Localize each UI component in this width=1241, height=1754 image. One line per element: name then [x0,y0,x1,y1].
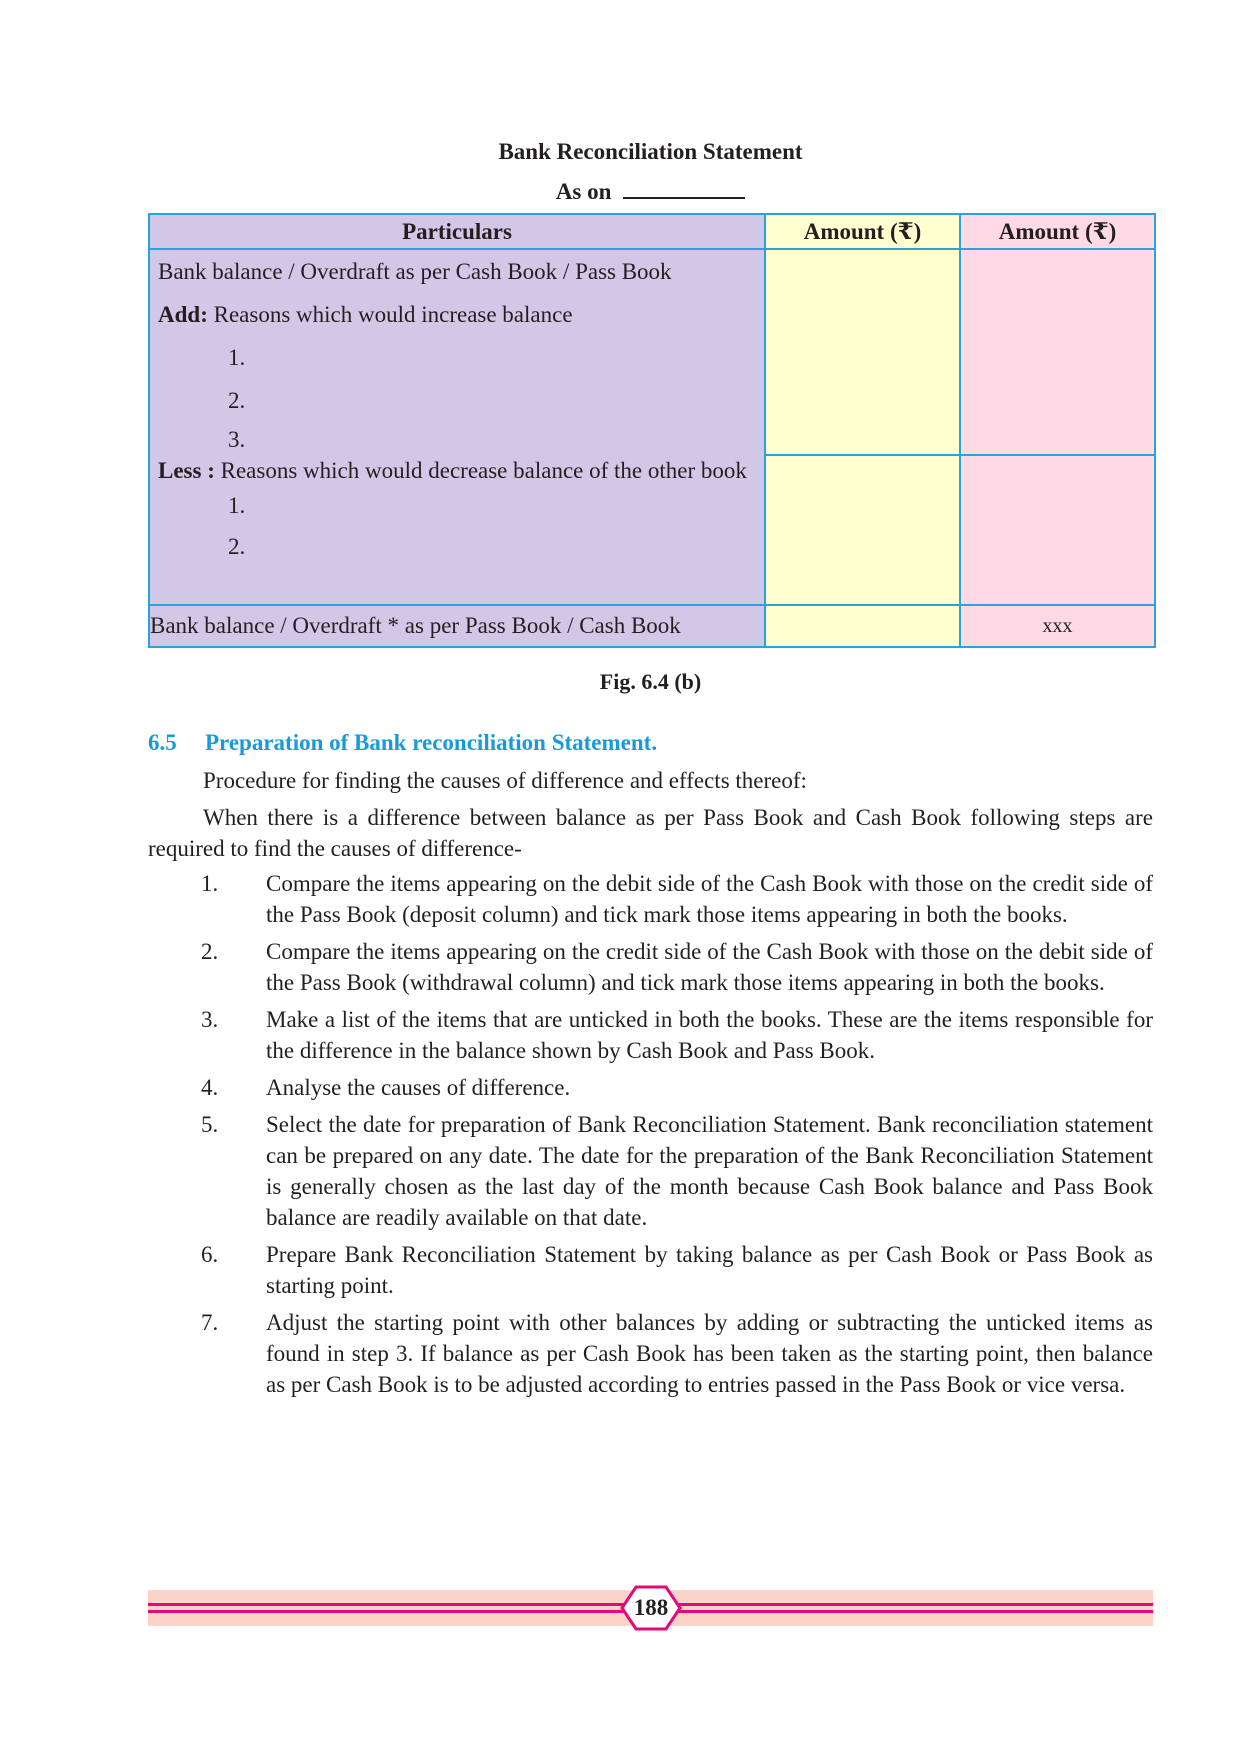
page-number-badge [618,1583,684,1633]
add-amount-cell-2 [960,249,1155,455]
page-number: 188 [633,1595,669,1620]
step-number: 2. [201,939,219,964]
reconciliation-table [148,213,1156,648]
add-amount-cell-1 [765,249,960,455]
less-item-1: 1. [228,493,246,518]
step-number: 7. [201,1310,219,1335]
closing-amount-value: xxx [960,605,1155,647]
list-item [148,1109,1153,1233]
header-amount-2: Amount (₹) [960,214,1155,249]
add-item-1: 1. [228,345,246,370]
step-text: Prepare Bank Reconciliation Statement by taking balance as per Cash Book or Pass Book as starting point. [266,1242,1153,1298]
statement-date-line [148,177,1153,205]
statement-title: Bank Reconciliation Statement [498,139,803,164]
page [148,0,1153,1754]
closing-balance-text: Bank balance / Overdraft * as per Pass Book / Cash Book [149,605,765,647]
add-line [158,295,756,338]
list-item [148,1004,1153,1066]
table-header-row [149,214,1155,249]
page-footer [148,1590,1153,1626]
table-row-closing [149,605,1155,647]
table-row-add [149,249,1155,455]
list-item [148,936,1153,998]
as-on-label: As on [555,179,612,204]
step-text: Select the date for preparation of Bank Reconciliation Statement. Bank reconciliation statement can be prepared on any date. The date for the preparation of the Bank Reconciliation Statement is generally chosen as the last day of the month because Cash Book balance and Pass Book balance are readily available on that date. [266,1112,1153,1230]
less-amount-cell-2 [960,455,1155,605]
list-item [148,1239,1153,1301]
step-text: Analyse the causes of difference. [266,1075,571,1100]
step-number: 5. [201,1112,219,1137]
list-item [148,1307,1153,1400]
less-line [158,455,756,486]
step-number: 4. [201,1075,219,1100]
step-number: 1. [201,871,219,896]
paragraph-intro: When there is a difference between balance as per Pass Book and Cash Book following steps are required to find the causes of difference- [148,805,1153,861]
steps-list [148,868,1153,1406]
closing-amount-cell-1 [765,605,960,647]
step-text: Compare the items appearing on the debit side of the Cash Book with those on the credit side of the Pass Book (deposit column) and tick mark those items appearing in both the books. [266,871,1153,927]
step-text: Make a list of the items that are unticked in both the books. These are the items responsible for the difference in the balance shown by Cash Book and Pass Book. [266,1007,1153,1063]
less-label: Less : [158,458,215,483]
add-label: Add: [158,302,208,327]
add-item-3: 3. [228,427,246,452]
list-item [148,868,1153,930]
less-text: Reasons which would decrease balance of the other book [220,458,747,483]
step-number: 6. [201,1242,219,1267]
opening-balance-text: Bank balance / Overdraft as per Cash Book / Pass Book [158,259,672,284]
add-item-2: 2. [228,388,246,413]
header-amount-1: Amount (₹) [765,214,960,249]
add-text: Reasons which would increase balance [213,302,573,327]
less-amount-cell-1 [765,455,960,605]
step-number: 3. [201,1007,219,1032]
section-heading [148,730,657,756]
list-item [148,1072,1153,1103]
header-particulars: Particulars [149,214,765,249]
step-text: Compare the items appearing on the credit side of the Cash Book with those on the debit side of the Pass Book (withdrawal column) and tick mark those items appearing in both the books. [266,939,1153,995]
section-title: Preparation of Bank reconciliation Statement. [205,730,658,755]
section-number: 6.5 [148,730,177,755]
date-blank [623,177,745,199]
particulars-cell [149,249,765,605]
less-item-2: 2. [228,534,246,559]
step-text: Adjust the starting point with other balances by adding or subtracting the unticked items as found in step 3. If balance as per Cash Book has been taken as the starting point, then balance as per Cash Book is to be adjusted according to entries passed in the Pass Book or vice versa. [266,1310,1153,1397]
figure-caption: Fig. 6.4 (b) [599,669,702,694]
paragraph-procedure: Procedure for finding the causes of difference and effects thereof: [203,768,807,793]
